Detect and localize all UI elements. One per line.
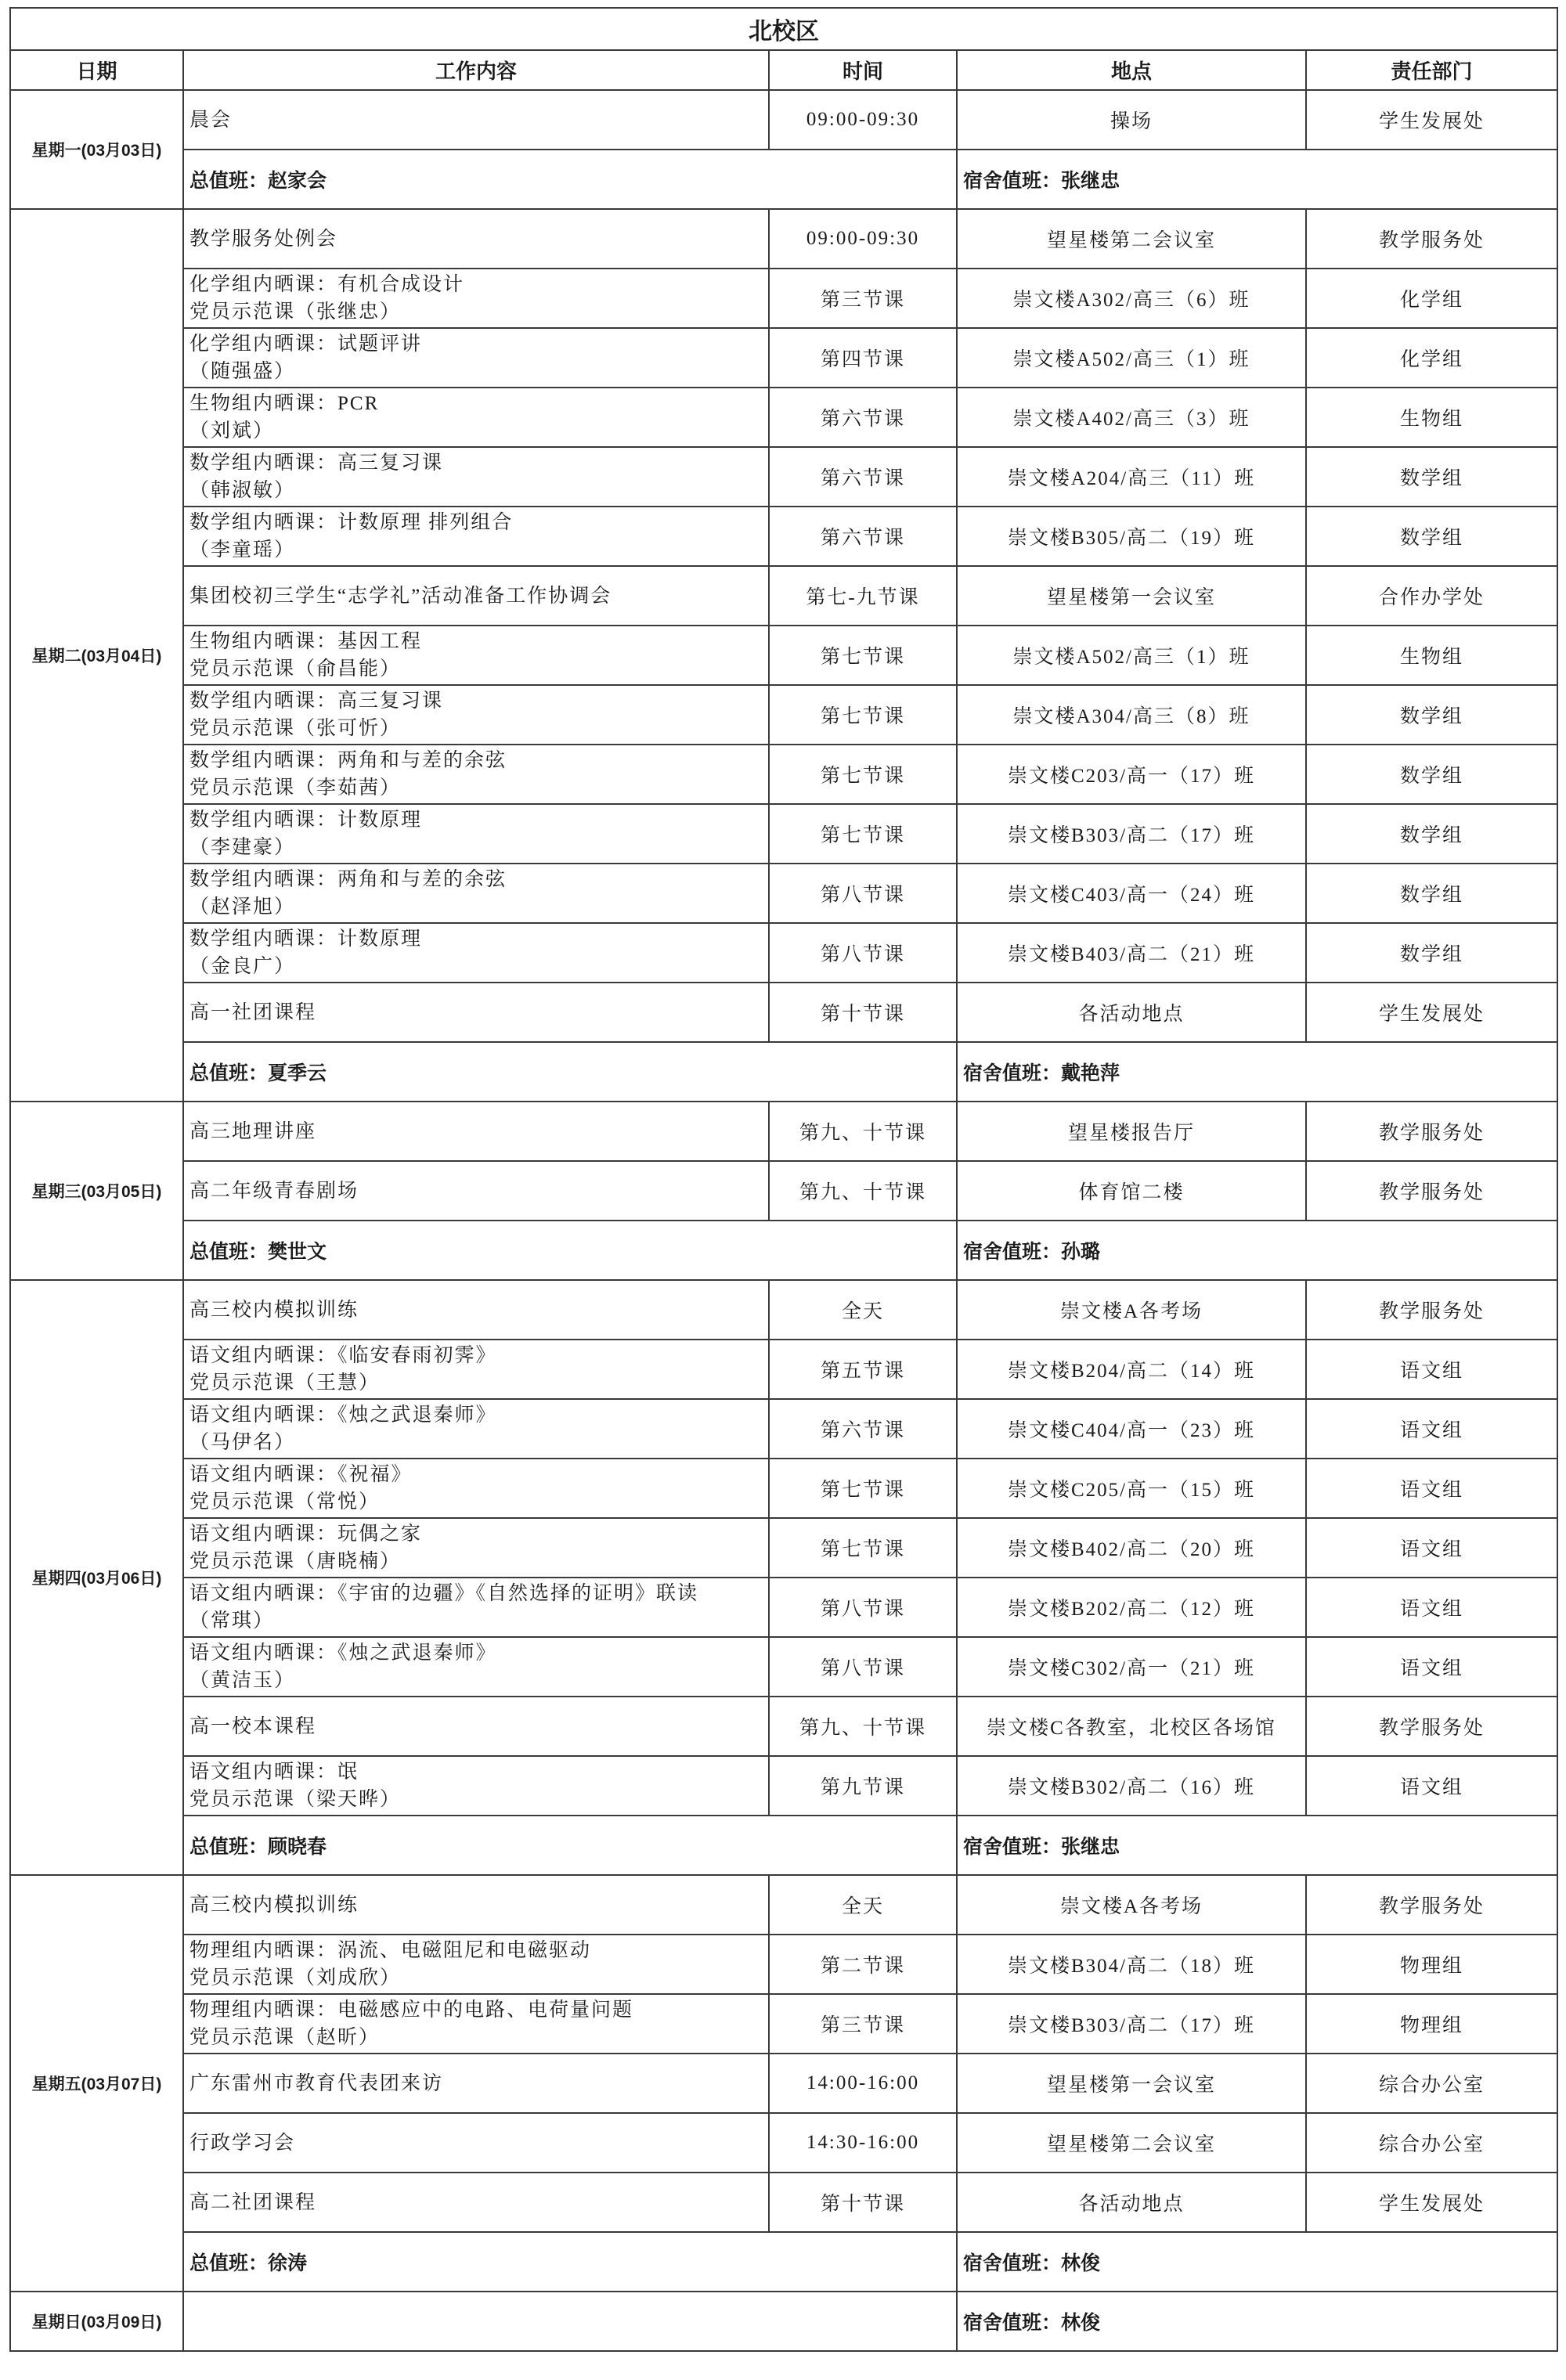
event-time: 第六节课 bbox=[769, 1399, 957, 1459]
event-row bbox=[10, 1518, 1557, 1578]
dorm-duty: 宿舍值班：戴艳萍 bbox=[957, 1042, 1557, 1102]
event-time: 全天 bbox=[769, 1280, 957, 1340]
event-row bbox=[10, 804, 1557, 864]
general-duty: 总值班：徐涛 bbox=[183, 2232, 957, 2292]
day-cell: 星期五(03月07日) bbox=[10, 1875, 183, 2292]
event-content bbox=[183, 388, 769, 447]
event-time: 第六节课 bbox=[769, 507, 957, 566]
event-content bbox=[183, 1161, 769, 1221]
duty-row bbox=[10, 2292, 1557, 2351]
event-dept: 教学服务处 bbox=[1306, 1102, 1557, 1161]
event-content bbox=[183, 1578, 769, 1637]
dorm-duty: 宿舍值班：林俊 bbox=[957, 2232, 1557, 2292]
event-place: 崇文楼C404/高一（23）班 bbox=[957, 1399, 1306, 1459]
content-line: （刘斌） bbox=[189, 420, 275, 442]
event-dept: 化学组 bbox=[1306, 328, 1557, 388]
event-place: 崇文楼B304/高二（18）班 bbox=[957, 1935, 1306, 1994]
event-place: 望星楼第二会议室 bbox=[957, 2113, 1306, 2173]
event-time: 09:00-09:30 bbox=[769, 209, 957, 269]
event-dept: 数学组 bbox=[1306, 864, 1557, 923]
content-line: 集团校初三学生“志学礼”活动准备工作协调会 bbox=[189, 585, 612, 607]
content-line: 数学组内晒课：高三复习课 bbox=[189, 453, 444, 474]
day-cell: 星期日(03月09日) bbox=[10, 2292, 183, 2351]
event-time: 09:00-09:30 bbox=[769, 90, 957, 150]
content-line: 党员示范课（赵昕） bbox=[189, 2027, 381, 2048]
general-duty bbox=[183, 2292, 957, 2351]
schedule-body bbox=[10, 90, 1557, 2351]
event-content bbox=[183, 1459, 769, 1518]
day-cell: 星期二(03月04日) bbox=[10, 209, 183, 1102]
event-content bbox=[183, 507, 769, 566]
content-line: 党员示范课（张继忠） bbox=[189, 301, 402, 323]
event-time: 第七节课 bbox=[769, 626, 957, 685]
event-content bbox=[183, 1102, 769, 1161]
dorm-duty: 宿舍值班：孙璐 bbox=[957, 1221, 1557, 1280]
event-dept: 数学组 bbox=[1306, 507, 1557, 566]
duty-row bbox=[10, 2232, 1557, 2292]
content-line: 语文组内晒课：《烛之武退秦师》 bbox=[189, 1643, 497, 1664]
event-dept: 综合办公室 bbox=[1306, 2054, 1557, 2113]
header-dept: 责任部门 bbox=[1306, 50, 1557, 90]
event-place: 崇文楼B402/高二（20）班 bbox=[957, 1518, 1306, 1578]
event-time: 14:30-16:00 bbox=[769, 2113, 957, 2173]
event-dept: 语文组 bbox=[1306, 1756, 1557, 1816]
event-dept: 教学服务处 bbox=[1306, 209, 1557, 269]
event-place: 操场 bbox=[957, 90, 1306, 150]
event-row bbox=[10, 2173, 1557, 2232]
content-line: 语文组内晒课：氓 bbox=[189, 1762, 359, 1783]
event-dept: 合作办学处 bbox=[1306, 566, 1557, 626]
event-row bbox=[10, 1340, 1557, 1399]
event-content bbox=[183, 269, 769, 328]
event-dept: 语文组 bbox=[1306, 1637, 1557, 1697]
event-content bbox=[183, 447, 769, 507]
content-line: （黄洁玉） bbox=[189, 1670, 296, 1691]
event-dept: 数学组 bbox=[1306, 447, 1557, 507]
event-content bbox=[183, 2113, 769, 2173]
general-duty: 总值班：樊世文 bbox=[183, 1221, 957, 1280]
content-line: 语文组内晒课：《临安春雨初霁》 bbox=[189, 1345, 497, 1366]
content-line: 党员示范课（梁天晔） bbox=[189, 1789, 402, 1810]
dorm-duty: 宿舍值班：林俊 bbox=[957, 2292, 1557, 2351]
event-dept: 数学组 bbox=[1306, 745, 1557, 804]
event-row bbox=[10, 2054, 1557, 2113]
event-row bbox=[10, 1102, 1557, 1161]
content-line: （常琪） bbox=[189, 1610, 275, 1632]
content-line: 化学组内晒课：有机合成设计 bbox=[189, 274, 465, 295]
event-place: 崇文楼B302/高二（16）班 bbox=[957, 1756, 1306, 1816]
header-row bbox=[10, 50, 1557, 90]
event-dept: 综合办公室 bbox=[1306, 2113, 1557, 2173]
content-line: 数学组内晒课：两角和与差的余弦 bbox=[189, 750, 507, 771]
content-line: 教学服务处例会 bbox=[189, 228, 338, 250]
event-place: 崇文楼A402/高三（3）班 bbox=[957, 388, 1306, 447]
day-cell: 星期一(03月03日) bbox=[10, 90, 183, 209]
content-line: 广东雷州市教育代表团来访 bbox=[189, 2072, 444, 2094]
event-place: 崇文楼C403/高一（24）班 bbox=[957, 864, 1306, 923]
event-time: 第六节课 bbox=[769, 388, 957, 447]
event-row bbox=[10, 864, 1557, 923]
content-line: 语文组内晒课：《宇宙的边疆》《自然选择的证明》联读 bbox=[189, 1583, 699, 1604]
event-content bbox=[183, 1340, 769, 1399]
event-time: 第九、十节课 bbox=[769, 1697, 957, 1756]
schedule-table bbox=[9, 7, 1558, 2352]
event-time: 第八节课 bbox=[769, 1578, 957, 1637]
event-content bbox=[183, 1280, 769, 1340]
event-row bbox=[10, 209, 1557, 269]
general-duty: 总值班：夏季云 bbox=[183, 1042, 957, 1102]
event-row bbox=[10, 269, 1557, 328]
event-time: 第八节课 bbox=[769, 1637, 957, 1697]
event-time: 第八节课 bbox=[769, 923, 957, 983]
content-line: 语文组内晒课：《祝福》 bbox=[189, 1464, 413, 1485]
event-row bbox=[10, 1280, 1557, 1340]
event-time: 14:00-16:00 bbox=[769, 2054, 957, 2113]
content-line: 党员示范课（李茹茜） bbox=[189, 777, 402, 799]
event-content bbox=[183, 1875, 769, 1935]
content-line: 数学组内晒课：计数原理 bbox=[189, 810, 423, 831]
event-row bbox=[10, 923, 1557, 983]
event-content bbox=[183, 983, 769, 1042]
event-row bbox=[10, 745, 1557, 804]
event-dept: 教学服务处 bbox=[1306, 1875, 1557, 1935]
event-content bbox=[183, 328, 769, 388]
event-place: 崇文楼A304/高三（8）班 bbox=[957, 685, 1306, 745]
event-time: 第七节课 bbox=[769, 804, 957, 864]
content-line: 物理组内晒课：涡流、电磁阻尼和电磁驱动 bbox=[189, 1940, 592, 1961]
event-content bbox=[183, 923, 769, 983]
event-time: 第九、十节课 bbox=[769, 1102, 957, 1161]
header-date: 日期 bbox=[10, 50, 183, 90]
event-time: 第二节课 bbox=[769, 1935, 957, 1994]
content-line: 高二社团课程 bbox=[189, 2191, 317, 2213]
event-content bbox=[183, 2173, 769, 2232]
event-content bbox=[183, 1697, 769, 1756]
event-row bbox=[10, 1756, 1557, 1816]
content-line: 化学组内晒课：试题评讲 bbox=[189, 334, 423, 355]
event-content bbox=[183, 90, 769, 150]
day-cell: 星期四(03月06日) bbox=[10, 1280, 183, 1875]
event-row bbox=[10, 1637, 1557, 1697]
event-dept: 学生发展处 bbox=[1306, 90, 1557, 150]
general-duty: 总值班：顾晓春 bbox=[183, 1816, 957, 1875]
duty-row bbox=[10, 1221, 1557, 1280]
event-content bbox=[183, 1518, 769, 1578]
event-row bbox=[10, 566, 1557, 626]
event-content bbox=[183, 1994, 769, 2054]
event-row bbox=[10, 1459, 1557, 1518]
event-row bbox=[10, 1697, 1557, 1756]
event-row bbox=[10, 1161, 1557, 1221]
event-time: 第七节课 bbox=[769, 685, 957, 745]
campus-title: 北校区 bbox=[10, 8, 1557, 50]
event-place: 崇文楼A502/高三（1）班 bbox=[957, 328, 1306, 388]
duty-row bbox=[10, 150, 1557, 209]
content-line: 党员示范课（王慧） bbox=[189, 1372, 381, 1394]
content-line: 物理组内晒课：电磁感应中的电路、电荷量问题 bbox=[189, 2000, 634, 2021]
content-line: 高三校内模拟训练 bbox=[189, 1894, 359, 1916]
event-place: 崇文楼B303/高二（17）班 bbox=[957, 1994, 1306, 2054]
content-line: （李建豪） bbox=[189, 837, 296, 858]
event-content bbox=[183, 685, 769, 745]
event-place: 崇文楼C302/高一（21）班 bbox=[957, 1637, 1306, 1697]
event-time: 第三节课 bbox=[769, 1994, 957, 2054]
content-line: 党员示范课（俞昌能） bbox=[189, 658, 402, 680]
event-content bbox=[183, 1756, 769, 1816]
general-duty: 总值班：赵家会 bbox=[183, 150, 957, 209]
event-time: 第七-九节课 bbox=[769, 566, 957, 626]
event-place: 崇文楼A各考场 bbox=[957, 1280, 1306, 1340]
content-line: 语文组内晒课：玩偶之家 bbox=[189, 1524, 423, 1545]
event-row bbox=[10, 626, 1557, 685]
event-dept: 语文组 bbox=[1306, 1578, 1557, 1637]
event-dept: 语文组 bbox=[1306, 1459, 1557, 1518]
event-dept: 学生发展处 bbox=[1306, 2173, 1557, 2232]
content-line: （马伊名） bbox=[189, 1432, 296, 1453]
content-line: 高一社团课程 bbox=[189, 1001, 317, 1023]
event-row bbox=[10, 1994, 1557, 2054]
content-line: （金良广） bbox=[189, 956, 296, 977]
event-row bbox=[10, 328, 1557, 388]
event-row bbox=[10, 90, 1557, 150]
content-line: （赵泽旭） bbox=[189, 896, 296, 918]
content-line: 党员示范课（唐晓楠） bbox=[189, 1551, 402, 1572]
event-dept: 生物组 bbox=[1306, 388, 1557, 447]
duty-row bbox=[10, 1042, 1557, 1102]
event-dept: 生物组 bbox=[1306, 626, 1557, 685]
event-dept: 语文组 bbox=[1306, 1399, 1557, 1459]
event-time: 第八节课 bbox=[769, 864, 957, 923]
event-place: 崇文楼A302/高三（6）班 bbox=[957, 269, 1306, 328]
event-row bbox=[10, 685, 1557, 745]
content-line: 高一校本课程 bbox=[189, 1715, 317, 1737]
event-content bbox=[183, 2054, 769, 2113]
event-place: 望星楼第一会议室 bbox=[957, 566, 1306, 626]
event-dept: 学生发展处 bbox=[1306, 983, 1557, 1042]
event-place: 望星楼第一会议室 bbox=[957, 2054, 1306, 2113]
event-row bbox=[10, 983, 1557, 1042]
event-content bbox=[183, 626, 769, 685]
content-line: 数学组内晒课：计数原理 bbox=[189, 929, 423, 950]
event-content bbox=[183, 1399, 769, 1459]
event-place: 崇文楼C205/高一（15）班 bbox=[957, 1459, 1306, 1518]
event-time: 全天 bbox=[769, 1875, 957, 1935]
content-line: 党员示范课（张可忻） bbox=[189, 718, 402, 739]
event-dept: 数学组 bbox=[1306, 804, 1557, 864]
content-line: （李童瑶） bbox=[189, 539, 296, 561]
content-line: 生物组内晒课：基因工程 bbox=[189, 631, 423, 652]
header-place: 地点 bbox=[957, 50, 1306, 90]
event-content bbox=[183, 804, 769, 864]
event-place: 崇文楼B204/高二（14）班 bbox=[957, 1340, 1306, 1399]
event-place: 崇文楼C各教室，北校区各场馆 bbox=[957, 1697, 1306, 1756]
event-time: 第九节课 bbox=[769, 1756, 957, 1816]
event-place: 崇文楼A502/高三（1）班 bbox=[957, 626, 1306, 685]
event-time: 第九、十节课 bbox=[769, 1161, 957, 1221]
duty-row bbox=[10, 1816, 1557, 1875]
event-time: 第四节课 bbox=[769, 328, 957, 388]
event-content bbox=[183, 1935, 769, 1994]
content-line: 党员示范课（刘成欣） bbox=[189, 1967, 402, 1989]
event-place: 崇文楼B305/高二（19）班 bbox=[957, 507, 1306, 566]
event-time: 第十节课 bbox=[769, 983, 957, 1042]
event-place: 体育馆二楼 bbox=[957, 1161, 1306, 1221]
event-dept: 化学组 bbox=[1306, 269, 1557, 328]
event-place: 望星楼报告厅 bbox=[957, 1102, 1306, 1161]
event-content bbox=[183, 745, 769, 804]
event-place: 崇文楼A各考场 bbox=[957, 1875, 1306, 1935]
event-place: 崇文楼B303/高二（17）班 bbox=[957, 804, 1306, 864]
event-place: 崇文楼C203/高一（17）班 bbox=[957, 745, 1306, 804]
event-dept: 物理组 bbox=[1306, 1935, 1557, 1994]
event-time: 第七节课 bbox=[769, 1518, 957, 1578]
content-line: 语文组内晒课：《烛之武退秦师》 bbox=[189, 1405, 497, 1426]
event-row bbox=[10, 507, 1557, 566]
content-line: 数学组内晒课：计数原理 排列组合 bbox=[189, 512, 514, 533]
event-place: 崇文楼A204/高三（11）班 bbox=[957, 447, 1306, 507]
content-line: 数学组内晒课：两角和与差的余弦 bbox=[189, 869, 507, 890]
event-content bbox=[183, 864, 769, 923]
content-line: （随强盛） bbox=[189, 361, 296, 382]
event-content bbox=[183, 1637, 769, 1697]
event-place: 望星楼第二会议室 bbox=[957, 209, 1306, 269]
event-dept: 语文组 bbox=[1306, 1340, 1557, 1399]
dorm-duty: 宿舍值班：张继忠 bbox=[957, 1816, 1557, 1875]
event-row bbox=[10, 1875, 1557, 1935]
event-dept: 数学组 bbox=[1306, 923, 1557, 983]
content-line: 生物组内晒课：PCR bbox=[189, 393, 380, 414]
event-time: 第五节课 bbox=[769, 1340, 957, 1399]
content-line: 晨会 bbox=[189, 109, 233, 131]
event-time: 第七节课 bbox=[769, 745, 957, 804]
event-dept: 教学服务处 bbox=[1306, 1161, 1557, 1221]
content-line: 高三校内模拟训练 bbox=[189, 1299, 359, 1321]
content-line: （韩淑敏） bbox=[189, 480, 296, 501]
header-time: 时间 bbox=[769, 50, 957, 90]
event-row bbox=[10, 2113, 1557, 2173]
event-dept: 教学服务处 bbox=[1306, 1697, 1557, 1756]
event-dept: 语文组 bbox=[1306, 1518, 1557, 1578]
event-time: 第十节课 bbox=[769, 2173, 957, 2232]
event-place: 各活动地点 bbox=[957, 983, 1306, 1042]
event-row bbox=[10, 1399, 1557, 1459]
day-cell: 星期三(03月05日) bbox=[10, 1102, 183, 1280]
content-line: 党员示范课（常悦） bbox=[189, 1491, 381, 1513]
event-place: 崇文楼B403/高二（21）班 bbox=[957, 923, 1306, 983]
event-content bbox=[183, 566, 769, 626]
header-content: 工作内容 bbox=[183, 50, 769, 90]
event-place: 崇文楼B202/高二（12）班 bbox=[957, 1578, 1306, 1637]
event-row bbox=[10, 447, 1557, 507]
dorm-duty: 宿舍值班：张继忠 bbox=[957, 150, 1557, 209]
event-content bbox=[183, 209, 769, 269]
event-dept: 物理组 bbox=[1306, 1994, 1557, 2054]
event-place: 各活动地点 bbox=[957, 2173, 1306, 2232]
content-line: 数学组内晒课：高三复习课 bbox=[189, 691, 444, 712]
event-time: 第七节课 bbox=[769, 1459, 957, 1518]
event-row bbox=[10, 388, 1557, 447]
event-dept: 数学组 bbox=[1306, 685, 1557, 745]
event-row bbox=[10, 1935, 1557, 1994]
event-dept: 教学服务处 bbox=[1306, 1280, 1557, 1340]
event-time: 第六节课 bbox=[769, 447, 957, 507]
content-line: 高三地理讲座 bbox=[189, 1120, 317, 1142]
event-time: 第三节课 bbox=[769, 269, 957, 328]
event-row bbox=[10, 1578, 1557, 1637]
content-line: 行政学习会 bbox=[189, 2132, 296, 2154]
content-line: 高二年级青春剧场 bbox=[189, 1180, 359, 1202]
